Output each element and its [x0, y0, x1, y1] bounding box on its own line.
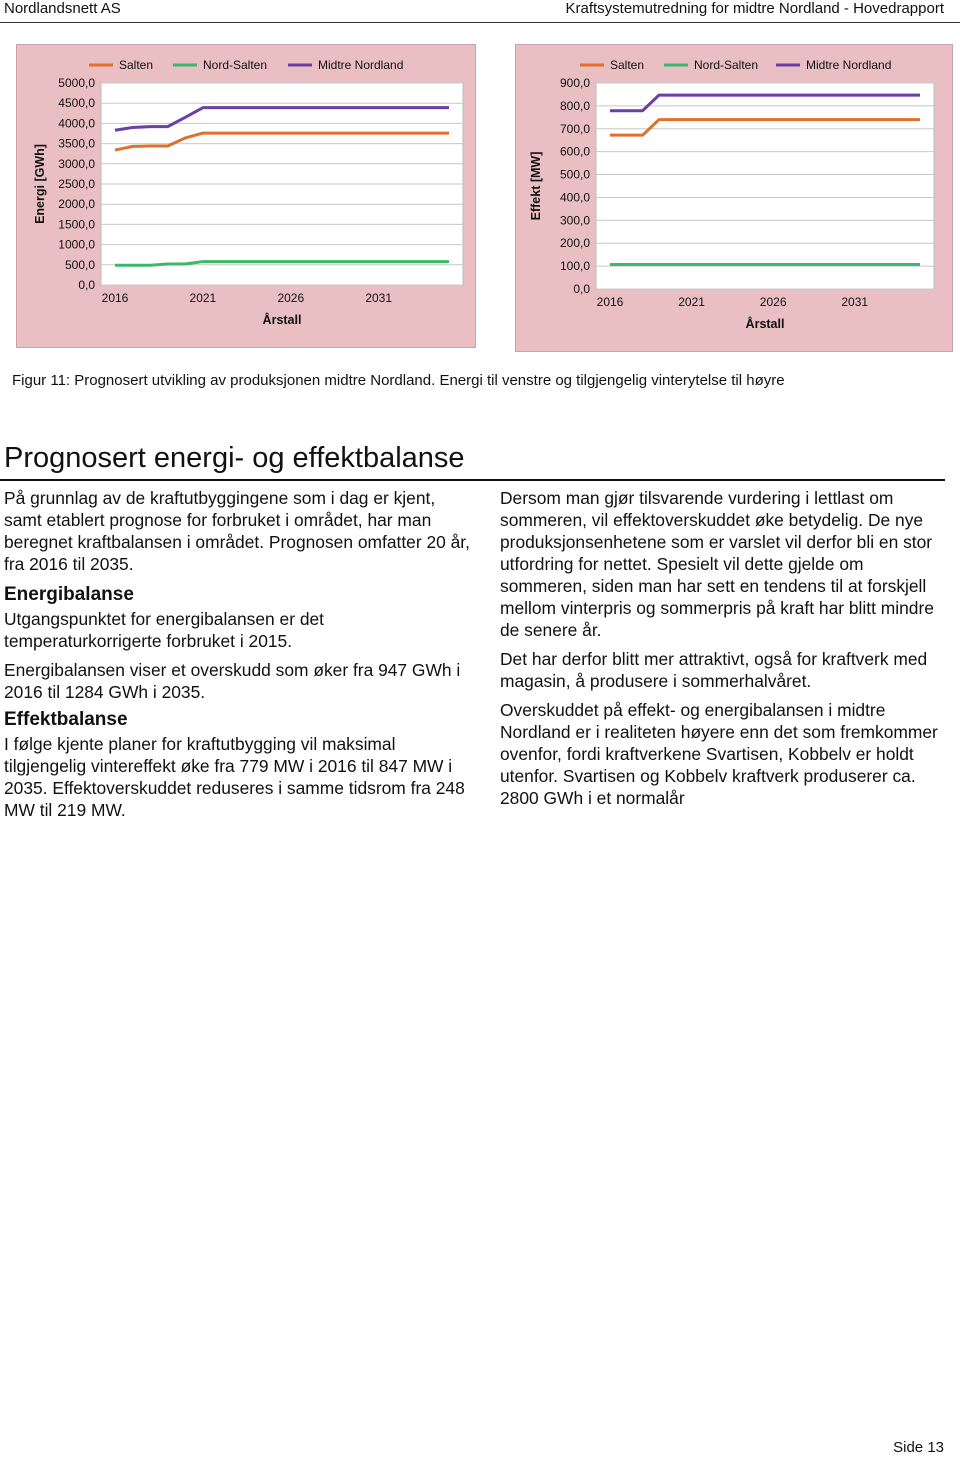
- y-tick-label: 500,0: [64, 257, 95, 272]
- intro-paragraph: På grunnlag av de kraftutbyggingene som i dag er kjent, samt etablert prognose for forbruket i området, har man beregnet kraftbalansen i området. Prognosen omfatter 20 år, fra 2016 til 2035.: [4, 488, 470, 574]
- right-column: [500, 487, 940, 809]
- y-tick-label: 1500,0: [58, 217, 95, 232]
- y-tick-label: 4500,0: [58, 96, 95, 111]
- energy-chart: [16, 44, 476, 348]
- y-tick-label: 700,0: [559, 121, 590, 136]
- y-tick-label: 2500,0: [58, 177, 95, 191]
- y-tick-label: 200,0: [559, 236, 590, 251]
- section-title: Prognosert energi- og effektbalanse: [4, 442, 465, 474]
- section-title-rule: [0, 479, 945, 481]
- header-divider: [0, 22, 960, 23]
- plot-area: [596, 83, 934, 289]
- left-column: [4, 487, 474, 821]
- y-axis-label: Energi [GWh]: [33, 144, 47, 224]
- right-paragraph-3: Overskuddet på effekt- og energibalansen i midtre Nordland er i realiteten høyere enn det som fremkommer ovenfor, fordi kraftverkene Svartisen, Kobbelv er holdt utenfor. Svartisen og Kobbelv kraftverk produserer ca. 2800 GWh i et normalår: [500, 700, 938, 808]
- x-tick-label: 2016: [101, 291, 129, 305]
- right-paragraph-2: Det har derfor blitt mer attraktivt, også for kraftverk med magasin, å produsere i sommerhalvåret.: [500, 649, 928, 691]
- x-axis-label: Årstall: [262, 313, 302, 327]
- y-tick-label: 3000,0: [58, 156, 95, 171]
- y-tick-label: 800,0: [559, 98, 590, 113]
- x-tick-label: 2031: [841, 295, 869, 309]
- header-company: Nordlandsnett AS: [4, 0, 121, 17]
- x-tick-label: 2016: [596, 295, 624, 309]
- energibalanse-paragraph-1: Utgangspunktet for energibalansen er det temperaturkorrigerte forbruket i 2015.: [4, 609, 325, 651]
- y-tick-label: 0,0: [78, 278, 95, 292]
- y-tick-label: 400,0: [559, 190, 590, 205]
- power-chart: [515, 44, 953, 352]
- x-tick-label: 2026: [277, 291, 305, 305]
- header-report-title: Kraftsystemutredning for midtre Nordland - Hovedrapport: [565, 0, 944, 17]
- y-tick-label: 600,0: [559, 144, 590, 159]
- y-tick-label: 1000,0: [58, 237, 95, 252]
- y-tick-label: 3500,0: [58, 136, 95, 151]
- legend-label: Nord-Salten: [203, 58, 268, 72]
- energy-chart-svg: [17, 45, 475, 347]
- y-tick-label: 5000,0: [58, 76, 95, 90]
- legend-label: Salten: [119, 58, 154, 72]
- legend-label: Midtre Nordland: [806, 58, 892, 72]
- energibalanse-heading: Energibalanse: [4, 584, 134, 605]
- energibalanse-paragraph-2: Energibalansen viser et overskudd som øker fra 947 GWh i 2016 til 1284 GWh i 2035.: [4, 660, 461, 702]
- legend-label: Midtre Nordland: [318, 58, 404, 72]
- page-number: Side 13: [893, 1439, 944, 1456]
- x-tick-label: 2031: [365, 291, 393, 305]
- power-chart-svg: [516, 45, 952, 351]
- effektbalanse-paragraph: I følge kjente planer for kraftutbygging vil maksimal tilgjengelig vintereffekt øke fra 779 MW i 2016 til 847 MW i 2035. Effektoverskuddet reduseres i samme tidsrom fra 248 MW til 219 MW.: [4, 734, 465, 820]
- y-tick-label: 300,0: [559, 213, 590, 228]
- y-tick-label: 900,0: [559, 76, 590, 90]
- figure-caption: Figur 11: Prognosert utvikling av produksjonen midtre Nordland. Energi til venstre og tilgjengelig vinterytelse til høyre: [12, 372, 785, 389]
- legend-label: Nord-Salten: [694, 58, 759, 72]
- x-tick-label: 2021: [189, 291, 217, 305]
- y-tick-label: 100,0: [559, 259, 590, 274]
- y-axis-label: Effekt [MW]: [529, 151, 543, 221]
- y-tick-label: 0,0: [573, 282, 590, 296]
- legend-label: Salten: [610, 58, 645, 72]
- y-tick-label: 4000,0: [58, 116, 95, 131]
- x-tick-label: 2021: [678, 295, 705, 309]
- right-paragraph-1: Dersom man gjør tilsvarende vurdering i lettlast om sommeren, vil effektoverskuddet øke betydelig. De nye produksjonsenhetene som er varslet vil derfor bli en stor utfordring for nettet. Spesielt vil dette gjelde om sommeren, siden man har sett en tendens til at forskjell mellom vinterpris og sommerpris på kraft har blitt mindre de senere år.: [500, 488, 934, 640]
- x-tick-label: 2026: [759, 295, 787, 309]
- x-axis-label: Årstall: [745, 317, 785, 331]
- y-tick-label: 2000,0: [58, 197, 95, 212]
- effektbalanse-heading: Effektbalanse: [4, 709, 128, 730]
- y-tick-label: 500,0: [559, 167, 590, 182]
